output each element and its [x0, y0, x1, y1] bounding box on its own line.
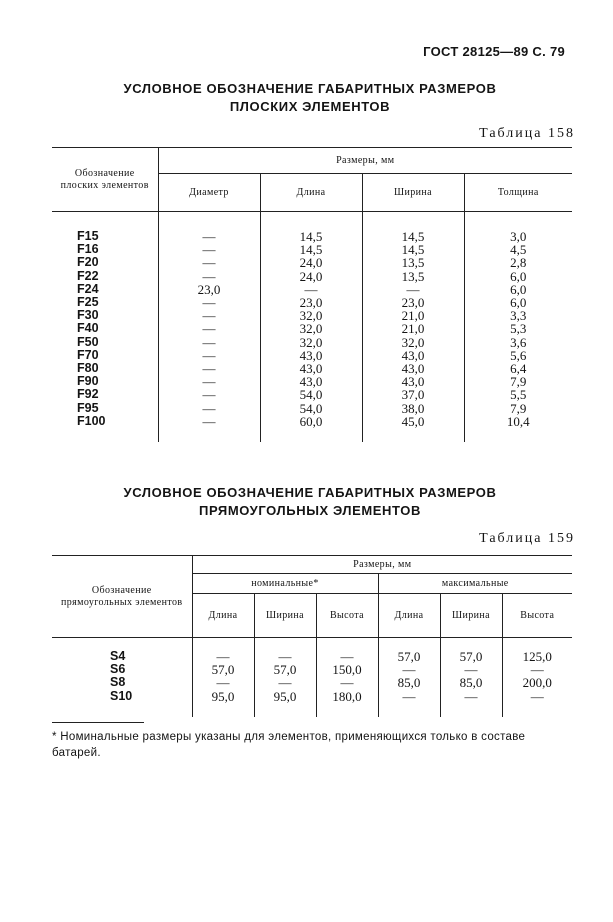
header-length: Длина [260, 174, 362, 212]
cell-width: 38,0 [362, 402, 464, 415]
table-label-158: Таблица 158 [479, 126, 575, 141]
cell-width: 21,0 [362, 322, 464, 335]
cell-code: F22 [77, 268, 99, 283]
cell-length: 54,0 [260, 388, 362, 401]
cell-m_height: — [502, 690, 572, 717]
cell-diameter: — [158, 388, 260, 401]
cell-thickness: 7,9 [464, 402, 572, 415]
cell-m_length: — [378, 690, 440, 717]
cell-n_length: — [192, 676, 254, 689]
header-diameter: Диаметр [158, 174, 260, 212]
cell-code: S10 [110, 688, 133, 703]
cell-thickness: 5,5 [464, 388, 572, 401]
header-width: Ширина [362, 174, 464, 212]
cell-width: 13,5 [362, 256, 464, 269]
cell-length: 14,5 [260, 212, 362, 244]
cell-thickness: 6,0 [464, 270, 572, 283]
cell-n_height: 150,0 [316, 663, 378, 676]
cell-code: F30 [77, 308, 99, 323]
cell-m_width: 85,0 [440, 676, 502, 689]
cell-diameter: — [158, 415, 260, 442]
table-row [52, 336, 572, 349]
cell-m_length: 85,0 [378, 676, 440, 689]
table-row [52, 322, 572, 335]
cell-m_height: — [502, 663, 572, 676]
cell-diameter: — [158, 322, 260, 335]
cell-thickness: 3,6 [464, 336, 572, 349]
page-header: ГОСТ 28125—89 С. 79 [423, 44, 565, 59]
header-nominal: номинальные* [192, 574, 378, 594]
cell-length: 32,0 [260, 336, 362, 349]
cell-code: F50 [77, 334, 99, 349]
table-row [52, 388, 572, 401]
cell-thickness: 10,4 [464, 415, 572, 442]
cell-width: 43,0 [362, 349, 464, 362]
cell-length: 43,0 [260, 375, 362, 388]
header-m-length: Длина [378, 594, 440, 638]
cell-width: 37,0 [362, 388, 464, 401]
cell-length: 54,0 [260, 402, 362, 415]
cell-width: 23,0 [362, 296, 464, 309]
cell-thickness: 5,6 [464, 349, 572, 362]
cell-length: 24,0 [260, 256, 362, 269]
header-n-length: Длина [192, 594, 254, 638]
cell-code: F95 [77, 400, 99, 415]
cell-n_height: — [316, 676, 378, 689]
cell-diameter: — [158, 256, 260, 269]
header-thickness: Толщина [464, 174, 572, 212]
table-row [52, 270, 572, 283]
header-n-width: Ширина [254, 594, 316, 638]
cell-diameter: — [158, 362, 260, 375]
cell-diameter: — [158, 243, 260, 256]
cell-m_height: 125,0 [502, 638, 572, 664]
cell-length: 43,0 [260, 362, 362, 375]
cell-code: S4 [110, 649, 126, 663]
cell-thickness: 6,4 [464, 362, 572, 375]
table-row [52, 638, 572, 664]
cell-n_height: 180,0 [316, 690, 378, 717]
cell-width: — [362, 283, 464, 296]
cell-diameter: 23,0 [158, 283, 260, 296]
cell-code: F100 [77, 413, 106, 428]
cell-length: 43,0 [260, 349, 362, 362]
cell-n_height: — [316, 638, 378, 664]
cell-diameter: — [158, 212, 260, 244]
cell-code: S8 [110, 675, 126, 690]
cell-n_width: — [254, 638, 316, 664]
table-row [52, 690, 572, 717]
cell-n_length: 57,0 [192, 663, 254, 676]
cell-width: 32,0 [362, 336, 464, 349]
cell-length: 24,0 [260, 270, 362, 283]
table-row [52, 415, 572, 442]
cell-width: 13,5 [362, 270, 464, 283]
cell-n_length: 95,0 [192, 690, 254, 717]
cell-diameter: — [158, 402, 260, 415]
cell-width: 14,5 [362, 212, 464, 244]
cell-code: F15 [77, 229, 99, 243]
title-line: УСЛОВНОЕ ОБОЗНАЧЕНИЕ ГАБАРИТНЫХ РАЗМЕРОВ [123, 81, 497, 96]
cell-m_width: — [440, 690, 502, 717]
table-row [52, 212, 572, 244]
header-m-width: Ширина [440, 594, 502, 638]
cell-code: F80 [77, 361, 99, 376]
cell-code: F16 [77, 242, 99, 257]
title-line: ПЛОСКИХ ЭЛЕМЕНТОВ [229, 99, 391, 114]
table-row [52, 256, 572, 269]
footnote-rule [52, 722, 144, 723]
cell-thickness: 6,0 [464, 296, 572, 309]
table-row [52, 663, 572, 676]
cell-code: F40 [77, 321, 99, 336]
title-line: ПРЯМОУГОЛЬНЫХ ЭЛЕМЕНТОВ [199, 503, 421, 518]
cell-diameter: — [158, 349, 260, 362]
cell-m_width: 57,0 [440, 638, 502, 664]
cell-m_length: — [378, 663, 440, 676]
cell-diameter: — [158, 270, 260, 283]
cell-code: F70 [77, 347, 99, 362]
cell-length: 32,0 [260, 309, 362, 322]
table-row [52, 676, 572, 689]
footnote: * Номинальные размеры указаны для элементов, применяющихся только в составе батарей. [52, 731, 526, 759]
cell-code: F25 [77, 295, 99, 310]
cell-code: F92 [77, 387, 99, 402]
table-row [52, 402, 572, 415]
title-line: УСЛОВНОЕ ОБОЗНАЧЕНИЕ ГАБАРИТНЫХ РАЗМЕРОВ [123, 485, 497, 500]
cell-diameter: — [158, 309, 260, 322]
cell-length: 23,0 [260, 296, 362, 309]
header-n-height: Высота [316, 594, 378, 638]
cell-diameter: — [158, 336, 260, 349]
header-group-size: Размеры, мм [192, 556, 572, 574]
cell-length: 32,0 [260, 322, 362, 335]
header-designation: Обозначение плоских элементов [52, 148, 158, 212]
cell-thickness: 5,3 [464, 322, 572, 335]
cell-m_length: 57,0 [378, 638, 440, 664]
table-label-159: Таблица 159 [479, 531, 575, 546]
cell-length: 14,5 [260, 243, 362, 256]
header-maximal: максимальные [378, 574, 572, 594]
cell-n_width: 57,0 [254, 663, 316, 676]
cell-diameter: — [158, 296, 260, 309]
cell-code: F24 [77, 281, 99, 296]
cell-thickness: 4,5 [464, 243, 572, 256]
cell-m_width: — [440, 663, 502, 676]
table-158 [52, 147, 572, 442]
cell-n_width: 95,0 [254, 690, 316, 717]
cell-n_length: — [192, 638, 254, 664]
cell-thickness: 7,9 [464, 375, 572, 388]
cell-thickness: 3,0 [464, 212, 572, 244]
cell-length: 60,0 [260, 415, 362, 442]
cell-thickness: 2,8 [464, 256, 572, 269]
cell-width: 43,0 [362, 362, 464, 375]
header-m-height: Высота [502, 594, 572, 638]
cell-code: S6 [110, 662, 126, 677]
cell-width: 45,0 [362, 415, 464, 442]
cell-thickness: 6,0 [464, 283, 572, 296]
header-designation: Обозначение прямоугольных элементов [52, 556, 192, 638]
cell-thickness: 3,3 [464, 309, 572, 322]
cell-code: F90 [77, 374, 99, 389]
cell-length: — [260, 283, 362, 296]
header-group-size: Размеры, мм [158, 148, 572, 174]
section-title-rect [60, 484, 560, 520]
table-159 [52, 555, 572, 717]
cell-diameter: — [158, 375, 260, 388]
cell-code: F20 [77, 255, 99, 270]
cell-width: 43,0 [362, 375, 464, 388]
cell-m_height: 200,0 [502, 676, 572, 689]
section-title-flat [60, 80, 560, 116]
cell-width: 21,0 [362, 309, 464, 322]
cell-n_width: — [254, 676, 316, 689]
cell-width: 14,5 [362, 243, 464, 256]
